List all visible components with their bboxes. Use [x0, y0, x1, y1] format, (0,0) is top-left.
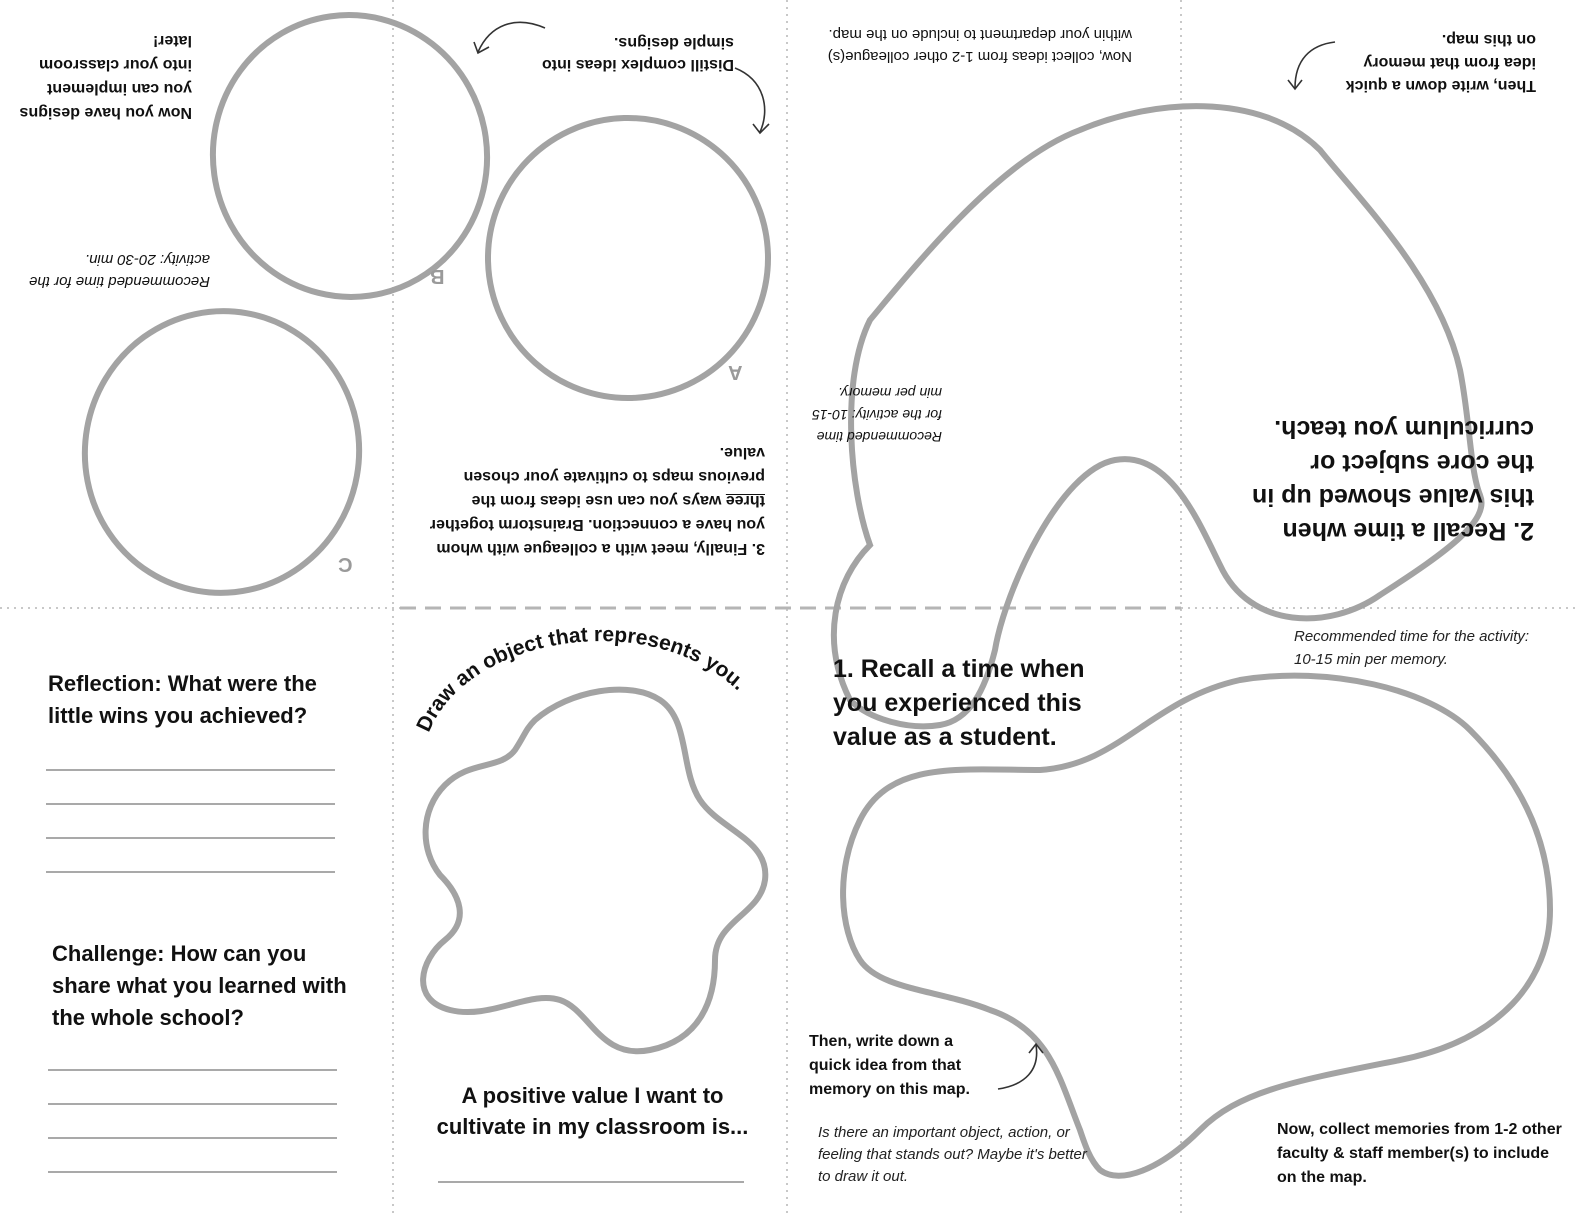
distill-note: Distill complex ideas into simple designs. [541, 34, 734, 73]
panel-b-instruction: Now you have designs you can implement into your classroom later! [19, 32, 192, 121]
step3-three-underlined: three [725, 492, 765, 509]
faculty-time-note: Recommended time for the activity: 10-15 min per memory. [1294, 628, 1530, 668]
arrow-distill-right-icon [735, 68, 765, 132]
object-blob-shape [423, 690, 765, 1052]
circle-b-shape [195, 0, 506, 315]
circle-b-label: B [430, 265, 445, 287]
step2-write-down-note: Then, write down a quick idea from that memory on this map. [1345, 31, 1536, 94]
step3-text-a: 3. Finally, meet with a colleague with whom you have a connection. Brainstorm together [429, 516, 765, 557]
dept-time-note: Recommended time for the activity: 10-15 min per memory. [812, 385, 942, 445]
circle-a-label: A [728, 361, 743, 383]
step3-instruction [420, 440, 765, 560]
step1-heading: 1. Recall a time when you experienced this value as a student. [833, 655, 1085, 751]
circle-a-shape [449, 79, 808, 438]
step2-heading: 2. Recall a time when this value showed up in the core subject or curriculum you teach. [1252, 415, 1534, 545]
circle-c-shape [63, 289, 382, 614]
dept-collect-note: Now, collect ideas from 1-2 other colleague(s) within your department to include on the map. [827, 26, 1132, 65]
challenge-prompt: Challenge: How can you share what you learned with the whole school? [52, 941, 347, 1030]
positive-value-prompt: A positive value I want to cultivate in my classroom is... [436, 1083, 749, 1139]
faculty-collect-note: Now, collect memories from 1-2 other faculty & staff member(s) to include on the map. [1277, 1121, 1562, 1186]
step1-write-down-note: Then, write down a quick idea from that memory on this map. [809, 1033, 970, 1098]
circle-c-label: C [338, 553, 353, 575]
step3-text-b: ways you can use ideas from the previous maps to cultivate your chosen value. [463, 444, 765, 509]
panel-b-time-note: Recommended time for the activity: 20-30 min. [29, 251, 210, 290]
object-arc-title: Draw an object that represents you. [412, 623, 751, 736]
step1-hint-note: Is there an important object, action, or feeling that stands out? Maybe it's better to draw it out. [818, 1124, 1087, 1185]
reflection-prompt: Reflection: What were the little wins you achieved? [48, 671, 317, 728]
